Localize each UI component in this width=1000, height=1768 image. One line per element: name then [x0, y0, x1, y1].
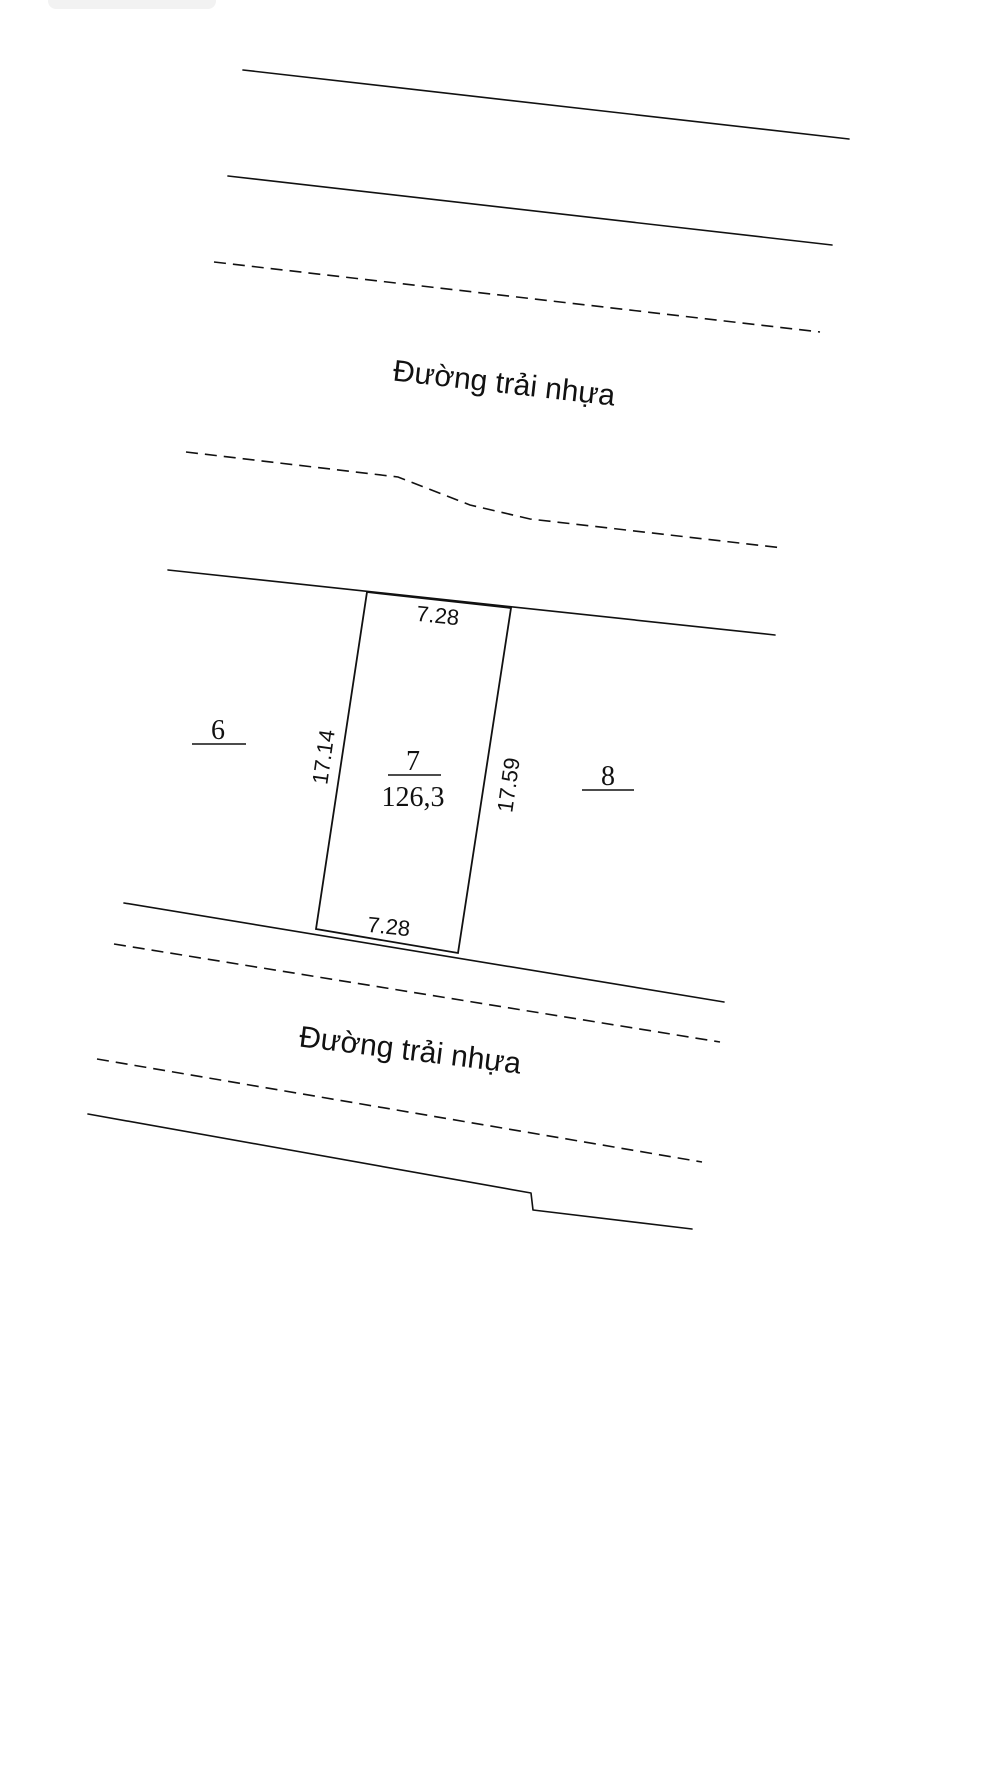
road-top-outer-edge [243, 70, 849, 139]
road-top-inner-edge [228, 176, 832, 245]
neighbor-parcel-right-number: 8 [601, 761, 615, 792]
neighbor-parcel-left-number: 6 [211, 715, 225, 746]
parcel-number: 7 [406, 746, 420, 777]
road-top-dashed-line-lower [186, 452, 783, 548]
road-top-label: Đường trải nhựa [391, 354, 617, 413]
road-bottom-dashed-line-lower [97, 1059, 702, 1162]
road-bottom-dashed-line-upper [114, 944, 720, 1042]
road-bottom-label: Đường trải nhựa [297, 1020, 523, 1081]
parcel-edge-right-length: 17.59 [492, 755, 525, 814]
parcel-edge-bottom-length: 7.28 [366, 911, 412, 942]
road-top-dashed-line-upper [214, 262, 820, 332]
parcel-area: 126,3 [381, 782, 445, 813]
lot-rear-boundary [124, 903, 724, 1002]
lot-front-boundary [168, 570, 775, 635]
parcel-edge-top-length: 7.28 [415, 600, 461, 631]
road-bottom-outer-edge [88, 1114, 692, 1229]
parcel-edge-left-length: 17.14 [307, 727, 340, 786]
